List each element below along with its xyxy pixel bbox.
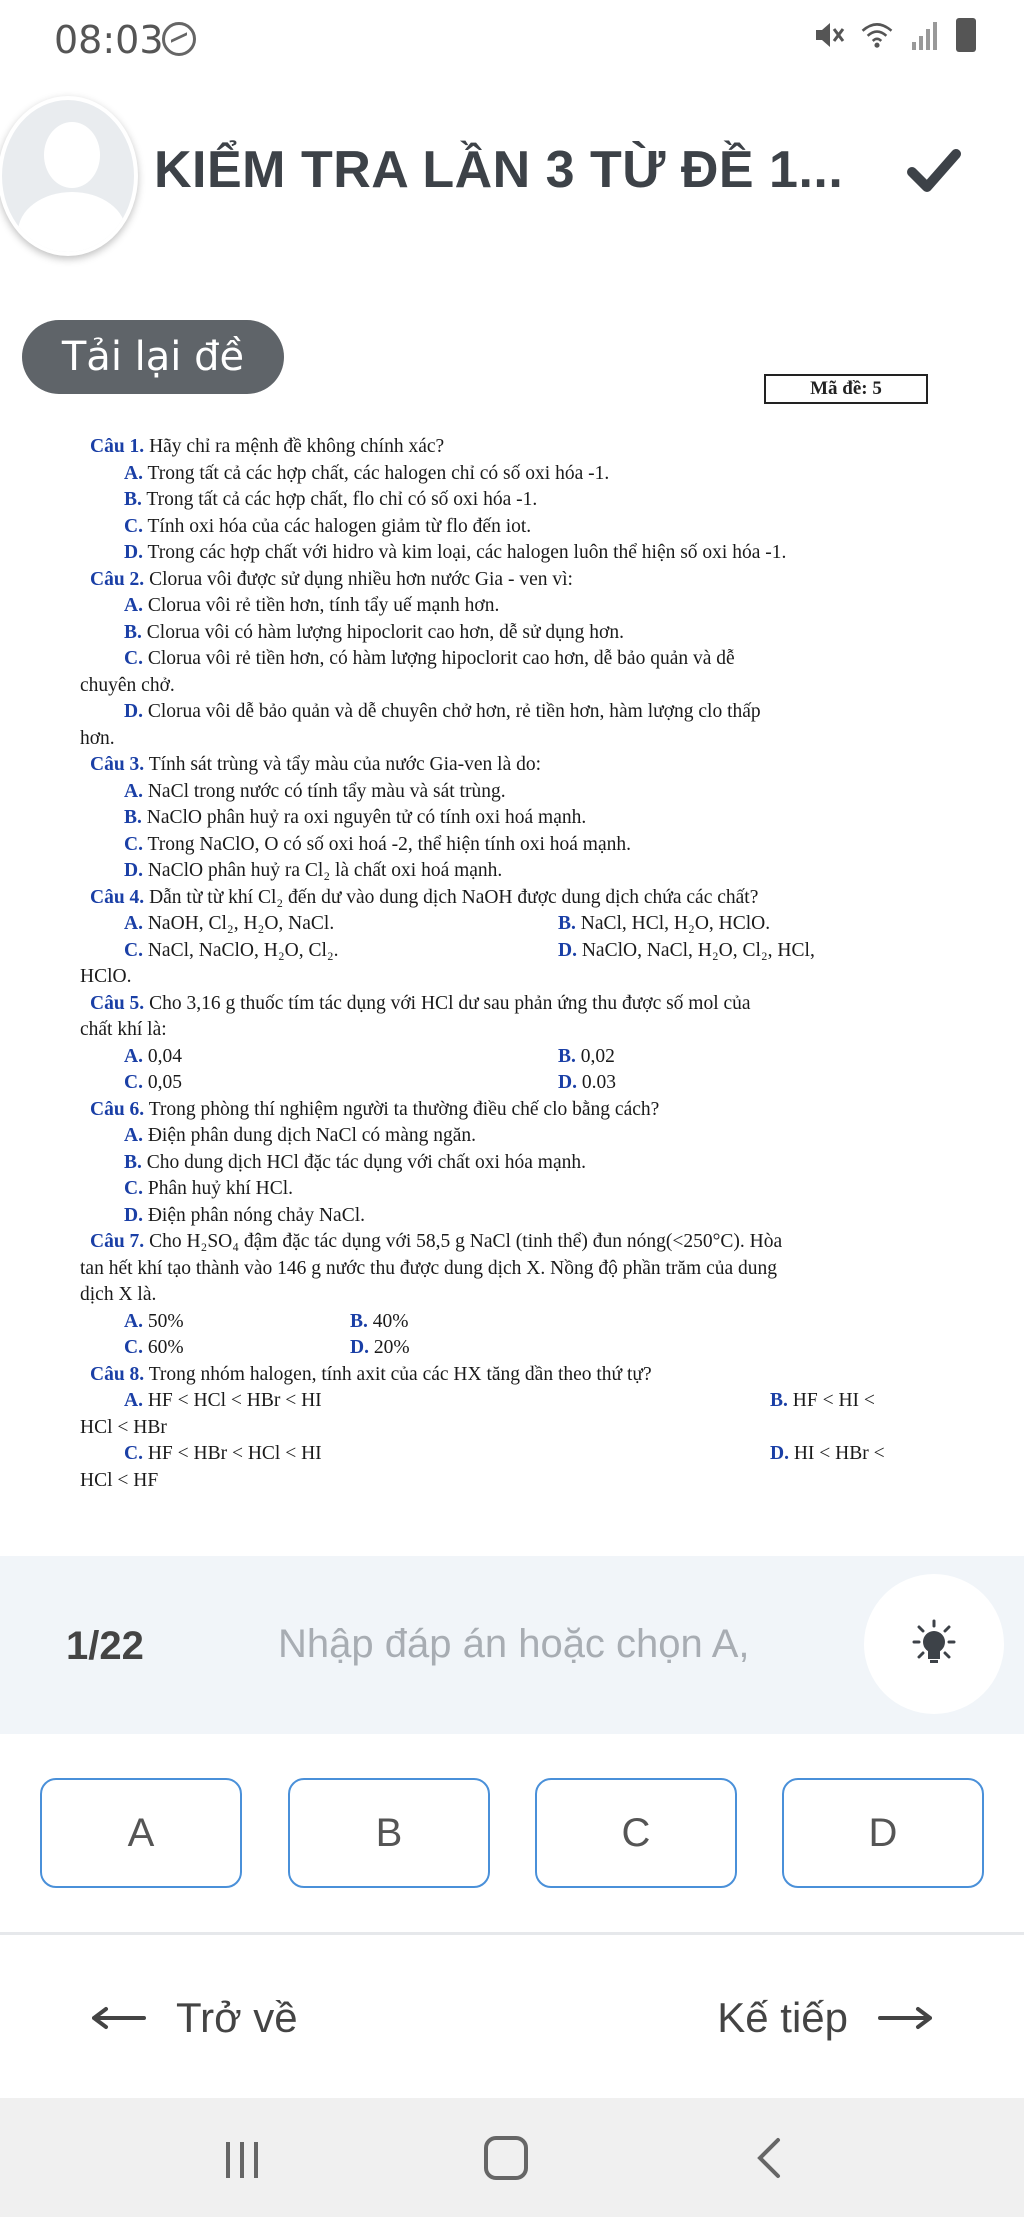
question-line (90, 752, 541, 779)
document-line (80, 1415, 167, 1442)
line-text: Clorua vôi rẻ tiền hơn, tính tẩy uế mạnh hơn. (142, 595, 500, 616)
document-line-col2 (558, 1070, 616, 1097)
document-line-col2 (770, 1388, 875, 1415)
document-line (124, 1388, 322, 1415)
question-counter: 1/22 (66, 1624, 144, 1668)
question-line (90, 434, 444, 461)
line-label: B. (124, 489, 142, 510)
document-line (124, 646, 735, 673)
line-text: dịch X là. (80, 1284, 157, 1305)
line-label: B. (770, 1390, 788, 1411)
choice-c-button[interactable]: C (535, 1778, 737, 1888)
line-text: HF < HBr < HCl < HI (142, 1443, 322, 1464)
line-text: Clorua vôi có hàm lượng hipoclorit cao hơn, dễ sử dụng hơn. (141, 621, 624, 643)
line-text: Clorua vôi dễ bảo quản và dễ chuyên chở hơn, rẻ tiền hơn, hàm lượng clo thấp (142, 701, 761, 722)
status-icons (812, 18, 976, 52)
document-line (80, 1017, 167, 1044)
document-line (80, 726, 115, 753)
document-line (124, 593, 499, 620)
line-text: NaCl, NaClO, H₂O, Cl₂. (142, 939, 339, 961)
line-label: C. (124, 939, 143, 961)
line-text: NaOH, Cl₂, H₂O, NaCl. (142, 913, 335, 934)
line-label: D. (124, 860, 143, 881)
line-text: 20% (368, 1337, 410, 1358)
line-label: D. (124, 701, 143, 722)
line-label: A. (124, 913, 143, 934)
line-label: D. (770, 1443, 789, 1464)
document-line (80, 964, 131, 991)
line-text: HF < HI < (787, 1390, 875, 1411)
document-line (124, 514, 531, 541)
line-label: C. (124, 1443, 143, 1464)
line-text: tan hết khí tạo thành vào 146 g nước thu được dung dịch X. Nồng độ phần trăm của dung (80, 1257, 778, 1279)
line-label: A. (124, 1310, 143, 1332)
home-icon[interactable] (484, 2136, 528, 2180)
line-label: B. (124, 621, 142, 643)
line-text: NaCl, HCl, H₂O, HClO. (575, 913, 771, 934)
line-text: Clorua vôi được sử dụng nhiều hơn nước Gia - ven vì: (144, 568, 573, 590)
line-text: chuyên chở. (80, 674, 175, 696)
document-line (124, 805, 586, 832)
document-line (124, 461, 609, 488)
document-line (124, 620, 624, 647)
document-line (80, 1256, 777, 1283)
line-label: Câu 4. (90, 886, 145, 908)
next-button[interactable] (717, 1986, 932, 2050)
document-line (124, 1309, 184, 1336)
line-label: A. (124, 462, 143, 484)
line-text: Cho dung dịch HCl đặc tác dụng với chất oxi hóa mạnh. (141, 1151, 586, 1173)
status-bar (0, 0, 1024, 80)
back-label: Trở về (176, 1994, 298, 2041)
line-text: hơn. (80, 727, 115, 749)
line-text: Clorua vôi rẻ tiền hơn, có hàm lượng hipoclorit cao hơn, dễ bảo quản và dễ (142, 648, 735, 669)
line-label: Câu 5. (90, 992, 145, 1014)
line-text: HClO. (80, 966, 132, 987)
check-icon[interactable] (906, 142, 962, 198)
wifi-icon (860, 18, 894, 52)
line-label: Câu 3. (90, 754, 145, 775)
line-text: Phân huỷ khí HCl. (142, 1178, 294, 1199)
arrow-right-icon (878, 2006, 932, 2030)
document-line-col2 (558, 1044, 615, 1071)
mute-icon (812, 18, 846, 52)
line-label: A. (124, 1390, 143, 1411)
choice-b-button[interactable]: B (288, 1778, 490, 1888)
arrow-left-icon (92, 2006, 146, 2030)
next-label: Kế tiếp (717, 1994, 848, 2041)
hint-button[interactable] (864, 1574, 1004, 1714)
line-label: B. (558, 913, 576, 934)
line-label: Câu 6. (90, 1098, 145, 1120)
question-line (90, 1362, 652, 1389)
line-label: C. (124, 1072, 143, 1093)
line-text: NaClO, NaCl, H₂O, Cl₂, HCl, (576, 939, 815, 961)
line-text: 0.03 (576, 1072, 616, 1093)
line-text: 50% (142, 1310, 184, 1332)
document-line (124, 1176, 293, 1203)
line-text: 40% (367, 1310, 409, 1332)
exam-code-box: Mã đề: 5 (764, 374, 928, 404)
document-line (124, 779, 506, 806)
line-label: D. (124, 1204, 143, 1226)
answer-input[interactable] (278, 1612, 838, 1676)
line-text: Trong NaClO, O có số oxi hoá -2, thể hiện tính oxi hoá mạnh. (142, 833, 631, 855)
document-line (124, 540, 786, 567)
line-text: Cho 3,16 g thuốc tím tác dụng với HCl dư sau phản ứng thu được số mol của (144, 992, 751, 1014)
document-line (124, 1123, 476, 1150)
document-line (124, 938, 339, 965)
document-line-col2 (558, 911, 770, 938)
line-label: B. (124, 1151, 142, 1173)
line-label: D. (350, 1337, 369, 1358)
line-text: Tính sát trùng và tẩy màu của nước Gia-ven là do: (144, 754, 542, 775)
document-line (124, 1150, 586, 1177)
system-back-icon[interactable] (754, 2136, 784, 2180)
line-text: Điện phân dung dịch NaCl có màng ngăn. (142, 1125, 477, 1146)
back-button[interactable] (92, 1986, 298, 2050)
document-line (124, 487, 537, 514)
question-line (90, 885, 758, 912)
line-text: Điện phân nóng chảy NaCl. (142, 1204, 366, 1226)
document-line (124, 1044, 182, 1071)
line-label: A. (124, 780, 143, 802)
document-line-col2 (770, 1441, 885, 1468)
line-label: Câu 8. (90, 1363, 145, 1385)
line-text: chất khí là: (80, 1019, 167, 1040)
choice-buttons (0, 1778, 1024, 1890)
document-line (124, 699, 761, 726)
messenger-icon (162, 22, 196, 56)
line-label: C. (124, 648, 143, 669)
document-line (124, 832, 631, 859)
line-text: HCl < HBr (80, 1416, 167, 1438)
line-text: Hãy chỉ ra mệnh đề không chính xác? (144, 436, 445, 457)
document-line (124, 1441, 322, 1468)
line-text: NaClO phân huỷ ra Cl₂ là chất oxi hoá mạnh. (142, 860, 503, 881)
battery-icon (956, 18, 976, 52)
page-title: KIỂM TRA LẦN 3 TỪ ĐỀ 1... (154, 141, 844, 199)
line-label: C. (124, 515, 143, 537)
line-label: C. (124, 833, 143, 855)
status-time: 08:03 (54, 18, 164, 62)
document-line-col2 (558, 938, 815, 965)
document-line-col2 (350, 1309, 409, 1336)
line-label: C. (124, 1178, 143, 1199)
line-label: A. (124, 1125, 143, 1146)
line-text: 0,02 (575, 1045, 615, 1067)
choice-a-button[interactable]: A (40, 1778, 242, 1888)
document-line-col2 (350, 1335, 410, 1362)
question-line (90, 567, 573, 594)
line-label: D. (558, 1072, 577, 1093)
line-label: B. (558, 1045, 576, 1067)
document-line (124, 1203, 365, 1230)
line-text: Dẫn từ từ khí Cl₂ đến dư vào dung dịch NaOH được dung dịch chứa các chất? (144, 886, 759, 908)
line-text: Trong tất cả các hợp chất, các halogen chỉ có số oxi hóa -1. (142, 462, 610, 484)
avatar-icon[interactable] (0, 96, 138, 256)
choice-d-button[interactable]: D (782, 1778, 984, 1888)
document-line (80, 1468, 158, 1495)
line-text: Trong các hợp chất với hidro và kim loại, các halogen luôn thể hiện số oxi hóa -1. (142, 542, 787, 563)
question-line (90, 1229, 782, 1256)
line-text: Trong nhóm halogen, tính axit của các HX tăng dần theo thứ tự? (144, 1363, 652, 1385)
document-line (80, 673, 175, 700)
lightbulb-icon (908, 1618, 960, 1670)
line-label: Câu 1. (90, 436, 145, 457)
line-label: Câu 2. (90, 568, 145, 590)
line-text: 0,04 (142, 1045, 182, 1067)
document-line (124, 1335, 184, 1362)
line-text: HF < HCl < HBr < HI (142, 1390, 322, 1411)
line-text: NaCl trong nước có tính tẩy màu và sát trùng. (142, 780, 506, 802)
line-label: Câu 7. (90, 1231, 145, 1252)
line-text: Cho H₂SO₄ đậm đặc tác dụng với 58,5 g NaCl (tinh thể) đun nóng(<250°C). Hòa (144, 1231, 783, 1252)
line-label: C. (124, 1337, 143, 1358)
line-text: 0,05 (142, 1072, 182, 1093)
divider (0, 1932, 1024, 1935)
line-text: 60% (142, 1337, 184, 1358)
line-label: B. (124, 807, 142, 828)
question-line (90, 1097, 659, 1124)
document-line (124, 858, 502, 885)
signal-icon (908, 18, 942, 52)
line-text: Trong phòng thí nghiệm người ta thường điều chế clo bằng cách? (144, 1098, 660, 1120)
document-line (124, 1070, 182, 1097)
recent-apps-icon[interactable] (222, 2140, 262, 2180)
document-line (80, 1282, 156, 1309)
line-label: B. (350, 1310, 368, 1332)
line-label: D. (558, 939, 577, 961)
reload-exam-button[interactable]: Tải lại đề (22, 320, 284, 394)
line-text: HCl < HF (80, 1469, 159, 1491)
line-label: D. (124, 542, 143, 563)
line-text: NaClO phân huỷ ra oxi nguyên tử có tính oxi hoá mạnh. (141, 807, 587, 828)
line-text: HI < HBr < (788, 1443, 885, 1464)
document-line (124, 911, 334, 938)
line-text: Trong tất cả các hợp chất, flo chỉ có số oxi hóa -1. (141, 489, 538, 510)
line-label: A. (124, 1045, 143, 1067)
line-text: Tính oxi hóa của các halogen giảm từ flo đến iot. (142, 515, 532, 537)
question-line (90, 991, 751, 1018)
line-label: A. (124, 595, 143, 616)
